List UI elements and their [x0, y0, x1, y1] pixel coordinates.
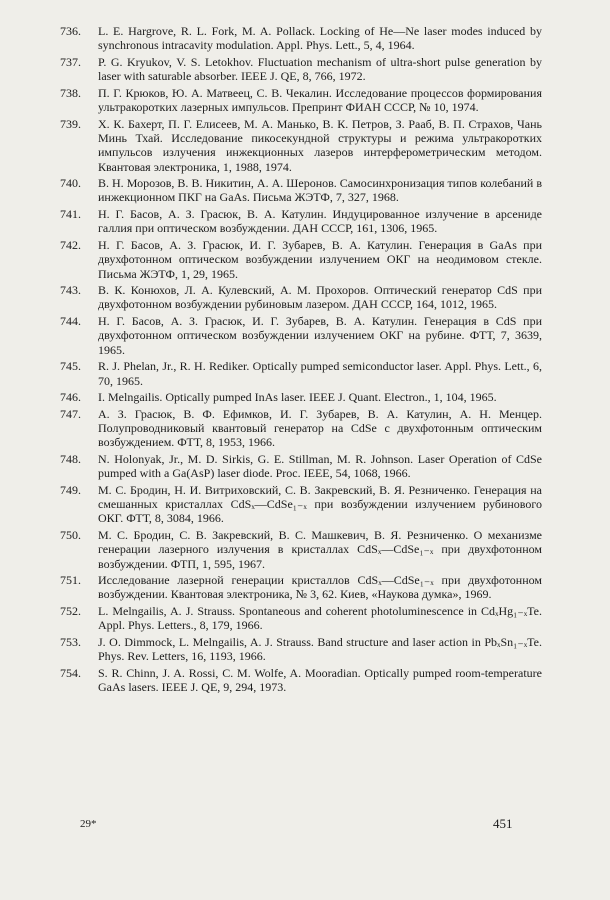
reference-text: Н. Г. Басов, А. З. Грасюк, И. Г. Зубарев, В. А. Катулин. Генерация в GaAs при двухфотонном оптическом возбуждении излучением ОКГ на неодимовом стекле. Письма ЖЭТФ, 1, 29, 1965. [98, 237, 542, 281]
reference-number: 742. [60, 237, 81, 252]
reference-number: 738. [60, 85, 81, 100]
reference-item [56, 528, 542, 571]
reference-text: J. O. Dimmock, L. Melngailis, A. J. Strauss. Band structure and laser action in PbₓSn₁₋ₓTe. Phys. Rev. Letters, 16, 1193, 1966. [98, 634, 542, 664]
reference-number: 746. [60, 390, 81, 405]
reference-text: P. G. Kryukov, V. S. Letokhov. Fluctuation mechanism of ultra-short pulse generation by laser with saturable absorber. IEEE J. QE, 8, 766, 1972. [98, 54, 542, 84]
reference-item [56, 604, 542, 633]
reference-text: N. Holonyak, Jr., M. D. Sirkis, G. E. Stillman, M. R. Johnson. Laser Operation of CdSe pumped with a Ga(AsP) laser diode. Proc. IEEE, 54, 1068, 1966. [98, 451, 542, 481]
reference-text: В. К. Конюхов, Л. А. Кулевский, А. М. Прохоров. Оптический генератор CdS при двухфотонном возбуждении рубиновым лазером. ДАН СССР, 164, 1012, 1965. [98, 283, 542, 312]
reference-number: 740. [60, 176, 81, 191]
reference-text: Н. Г. Басов, А. З. Грасюк, И. Г. Зубарев, В. А. Катулин. Генерация в CdS при двухфотонном оптическом возбуждении излучением ОКГ на рубине. ФТТ, 7, 3639, 1965. [98, 314, 542, 357]
reference-number: 743. [60, 283, 81, 298]
reference-number: 752. [60, 604, 81, 619]
signature-mark: 29* [80, 818, 97, 830]
reference-item [56, 176, 542, 205]
reference-text: М. С. Бродин, Н. И. Витриховский, С. В. Закревский, В. Я. Резниченко. Генерация на смешанных кристаллах CdSₓ—CdSe₁₋ₓ при возбуждении излучением рубинового ОКГ. ФТТ, 8, 3084, 1966. [98, 482, 542, 526]
reference-text: L. E. Hargrove, R. L. Fork, M. A. Pollack. Locking of He—Ne laser modes induced by synchronous intracavity modulation. Appl. Phys. Lett., 5, 4, 1964. [98, 24, 542, 53]
reference-item [56, 55, 542, 84]
reference-number: 751. [60, 573, 81, 588]
reference-number: 744. [60, 314, 81, 329]
reference-number: 750. [60, 527, 81, 542]
reference-number: 739. [60, 116, 81, 131]
reference-text: R. J. Phelan, Jr., R. H. Rediker. Optically pumped semiconductor laser. Appl. Phys. Lett., 6, 70, 1965. [98, 359, 542, 388]
reference-text: S. R. Chinn, J. A. Rossi, C. M. Wolfe, A. Mooradian. Optically pumped room-temperature GaAs lasers. IEEE J. QE, 9, 294, 1973. [98, 665, 542, 695]
reference-list [56, 24, 542, 697]
reference-number: 745. [60, 359, 81, 374]
reference-item [56, 407, 542, 450]
reference-number: 748. [60, 451, 81, 466]
page-number: 451 [493, 816, 513, 831]
reference-text: Исследование лазерной генерации кристаллов CdSₓ—CdSe₁₋ₓ при двухфотонном возбуждении. Квантовая электроника, № 3, 62. Киев, «Наукова думка», 1969. [98, 573, 542, 602]
reference-text: М. С. Бродин, С. В. Закревский, В. С. Машкевич, В. Я. Резниченко. О механизме генерации лазерного излучения в кристаллах CdSₓ—CdSe₁₋ₓ при двухфотонном возбуждении. ФТП, 1, 595, 1967. [98, 527, 542, 571]
reference-number: 741. [60, 207, 81, 222]
reference-number: 747. [60, 406, 81, 421]
reference-item [56, 452, 542, 481]
reference-text: Х. К. Бахерт, П. Г. Елисеев, М. А. Манько, В. К. Петров, З. Рааб, В. П. Страхов, Чань Минь Тхай. Исследование пикосекундной структуры и режима ультракоротких импульсов излучения инжекционных лазеров интерферометрическим методом. Квантовая электроника, 1, 1988, 1974. [98, 116, 542, 174]
reference-item [56, 24, 542, 53]
reference-item [56, 483, 542, 526]
reference-item [56, 635, 542, 664]
reference-item [56, 238, 542, 281]
reference-item [56, 117, 542, 174]
reference-item [56, 283, 542, 312]
reference-item [56, 207, 542, 236]
reference-text: П. Г. Крюков, Ю. А. Матвеец, С. В. Чекалин. Исследование процессов формирования ультракоротких лазерных импульсов. Препринт ФИАН СССР, № 10, 1974. [98, 85, 542, 115]
reference-text: I. Melngailis. Optically pumped InAs laser. IEEE J. Quant. Electron., 1, 104, 1965. [98, 390, 497, 405]
reference-item [56, 359, 542, 388]
reference-item [56, 314, 542, 357]
reference-text: В. Н. Морозов, В. В. Никитин, А. А. Шеронов. Самосинхронизация типов колебаний в инжекционном ПКГ на GaAs. Письма ЖЭТФ, 7, 327, 1968. [98, 176, 542, 205]
reference-number: 736. [60, 24, 81, 38]
reference-text: А. З. Грасюк, В. Ф. Ефимков, И. Г. Зубарев, В. А. Катулин, А. Н. Менцер. Полупроводниковый квантовый генератор на CdSe с двухфотонным оптическим возбуждением. ФТТ, 8, 1953, 1966. [98, 406, 542, 450]
reference-number: 753. [60, 634, 81, 649]
reference-number: 737. [60, 54, 81, 69]
reference-number: 749. [60, 482, 81, 497]
reference-number: 754. [60, 665, 81, 680]
reference-item [56, 390, 542, 404]
reference-text: L. Melngailis, A. J. Strauss. Spontaneous and coherent photoluminescence in CdₓHg₁₋ₓTe. Appl. Phys. Letters., 8, 179, 1966. [98, 604, 542, 633]
reference-item [56, 573, 542, 602]
reference-text: Н. Г. Басов, А. З. Грасюк, В. А. Катулин. Индуцированное излучение в арсениде галлия при оптическом возбуждении. ДАН СССР, 161, 1306, 1965. [98, 207, 542, 236]
reference-item [56, 86, 542, 115]
reference-item [56, 666, 542, 695]
